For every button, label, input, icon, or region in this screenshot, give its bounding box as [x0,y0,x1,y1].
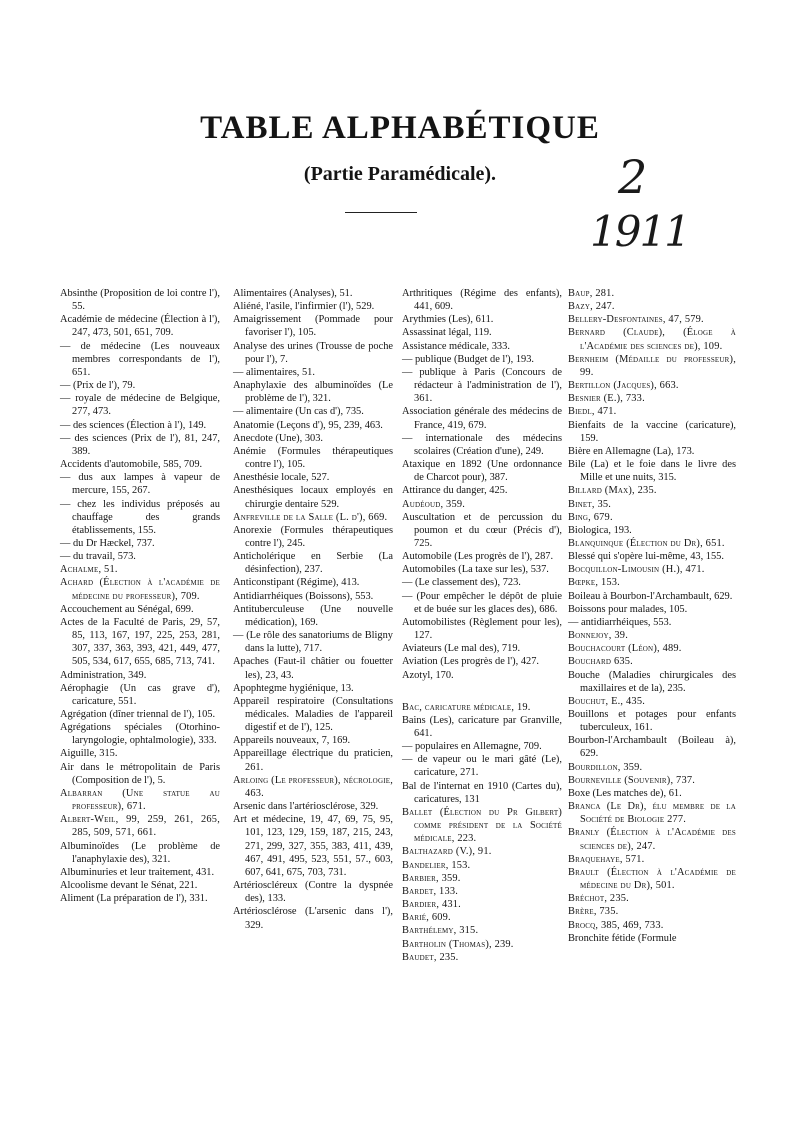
index-entry: — royale de médecine de Belgique, 277, 473. [60,393,220,418]
index-entry: — populaires en Allemagne, 709. [402,741,542,753]
index-entry: Bocquillon-Limousin (H.), 471. [568,564,705,576]
index-entry: — publique à Paris (Concours de rédacteur à l'administration de l'), 361. [402,366,562,405]
index-entry: Anaphylaxie des albuminoïdes (Le problème de l'), 321. [233,380,393,405]
index-entry: Bouche (Maladies chirurgicales des maxillaires et de la), 235. [568,669,736,694]
index-entry: Anorexie (Formules thérapeutiques contre l'), 245. [233,524,393,549]
index-entry: Bellery-Desfontaines, 47, 579. [568,314,704,326]
index-entry: Bardet, 133. [402,885,459,897]
index-entry: Azotyl, 170. [402,669,454,681]
index-entry: Brault (Élection à l'Académie de médecine du Dr), 501. [568,866,736,892]
index-entry: Biedl, 471. [568,406,617,418]
index-entry: Administration, 349. [60,669,147,681]
index-entry: Antituberculeuse (Une nouvelle médication), 169. [233,603,393,628]
index-entry: Accouchement au Sénégal, 699. [60,603,194,615]
index-entry: Albarran (Une statue au professeur), 671. [60,787,220,813]
index-entry: Bréchot, 235. [568,893,629,905]
index-entry: Anesthésiques locaux employés en chirurgie dentaire 529. [233,485,393,510]
index-entry: Branca (Le Dr), élu membre de la Société de Biologie 277. [568,801,736,826]
index-entry: Barthélemy, 315. [402,925,479,937]
title-divider [345,212,417,213]
index-entry: Billard (Max), 235. [568,485,657,497]
index-entry: Artérioscléreux (Contre la dyspnée des), 133. [233,880,393,905]
index-entry: — des sciences (Élection à l'), 149. [60,419,207,431]
index-entry: Alcoolisme devant le Sénat, 221. [60,880,198,892]
index-entry: Apophtegme hygiénique, 13. [233,682,354,694]
index-entry: Arsenic dans l'artériosclérose, 329. [233,801,379,813]
index-entry: Absinthe (Proposition de loi contre l'), 55. [60,288,220,313]
index-entry: Baup, 281. [568,288,615,299]
index-entry: Assassinat légal, 119. [402,327,492,339]
index-entry: Anatomie (Leçons d'), 95, 239, 463. [233,419,383,431]
index-entry: Air dans le métropolitain de Paris (Composition de l'), 5. [60,761,220,786]
index-entry: Aviateurs (Le mal des), 719. [402,643,521,655]
index-entry: — dus aux lampes à vapeur de mercure, 155, 267. [60,472,220,497]
index-entry: Arthritiques (Régime des enfants), 441, 609. [402,288,562,313]
index-entry: Académie de médecine (Élection à l'), 247, 473, 501, 651, 709. [60,314,220,339]
index-entry: Aviation (Les progrès de l'), 427. [402,656,540,668]
index-entry: Bienfaits de la vaccine (caricature), 159. [568,419,736,444]
index-entry: Audéoud, 359. [402,498,466,510]
index-entry: Boissons pour malades, 105. [568,603,688,615]
index-entry: Biologica, 193. [568,524,632,536]
index-entry: Ballet (Élection du Pr Gilbert) comme président de la Société médicale, 223. [402,806,562,845]
index-entry: Bing, 679. [568,511,613,523]
index-entry: Baudet, 235. [402,951,459,963]
index-column-1 [60,287,220,905]
page-title: TABLE ALPHABÉTIQUE [200,110,600,146]
index-column-4 [568,287,736,945]
index-entry: Anesthésie locale, 527. [233,472,330,484]
index-entry: Automobiles (La taxe sur les), 537. [402,564,549,576]
index-entry: Bac, caricature médicale, 19. [402,701,531,713]
index-entry: Agrégations spéciales (Otorhino-laryngologie, ophtalmologie), 333. [60,722,220,747]
letter-section-gap [402,682,562,701]
index-entry: Apaches (Faut-il châtier ou fouetter les), 23, 43. [233,656,393,681]
index-entry: Association générale des médecins de France, 419, 679. [402,406,562,431]
index-entry: Agrégation (dîner triennal de l'), 105. [60,709,216,720]
index-entry: Auscultation et de percussion du poumon et du cœur (Précis d'), 725. [402,511,562,549]
index-entry: Bourneville (Souvenir), 737. [568,774,696,786]
index-entry: Art et médecine, 19, 47, 69, 75, 95, 101, 123, 129, 159, 187, 215, 243, 271, 299, 327, 355, 383, 411, 439, 467, 491, 495, 523, 551, 57., 603, 607, 641, 675, 703, 731. [233,814,393,878]
index-entry: Bœpke, 153. [568,577,620,589]
index-entry: Binet, 35. [568,498,612,510]
index-entry: Antidiarrhéiques (Boissons), 553. [233,590,374,602]
index-entry: Artériosclérose (L'arsenic dans l'), 329. [233,906,393,931]
index-entry: Bourdillon, 359. [568,761,643,773]
index-entry: — des sciences (Prix de l'), 81, 247, 389. [60,432,220,457]
index-entry: Anémie (Formules thérapeutiques contre l'), 105. [233,445,393,471]
index-entry: Bertillon (Jacques), 663. [568,380,679,392]
index-entry: Anecdote (Une), 303. [233,432,324,444]
index-entry: Bourbon-l'Archambault (Boileau à), 629. [568,735,736,760]
index-entry: — du Dr Hæckel, 737. [60,537,155,549]
handwritten-year-mark: 1911 [590,207,689,256]
index-entry: Bernard (Claude), (Éloge à l'Académie des sciences de), 109. [568,327,736,352]
index-entry: Bile (La) et le foie dans le livre des Mille et une nuits, 315. [568,459,736,484]
index-entry: Bardier, 431. [402,899,461,911]
index-entry: Ataxique en 1892 (Une ordonnance de Charcot pour), 387. [402,459,562,484]
index-entry: Albuminoïdes (Le problème de l'anaphylaxie des), 321. [60,840,220,865]
index-entry: Bière en Allemagne (La), 173. [568,445,695,457]
page-subtitle: (Partie Paramédicale). [303,163,497,185]
index-entry: Automobilistes (Règlement pour les), 127. [402,616,562,642]
index-entry: Appareil respiratoire (Consultations médicales. Maladies de l'appareil digestif et de l'), 125. [233,695,393,734]
index-entry: — (Le classement des), 723. [402,577,521,589]
index-entry: Albuminuries et leur traitement, 431. [60,866,215,878]
index-entry: — (Pour empêcher le dépôt de pluie et de buée sur les glaces des), 686. [402,590,562,615]
index-entry: Analyse des urines (Trousse de poche pour l'), 7. [233,340,393,365]
index-entry: — alimentaires, 51. [233,366,315,378]
index-entry: Bains (Les), caricature par Granville, 641. [402,714,562,739]
index-entry: Aliéné, l'asile, l'infirmier (l'), 529. [233,301,375,313]
index-entry: — de médecine (Les nouveaux membres correspondants de l'), 651. [60,340,220,378]
index-entry: — de vapeur ou le mari gâté (Le), caricature, 271. [402,754,562,779]
index-entry: Albert-Weil, 99, 259, 261, 265, 285, 509, 571, 661. [60,814,220,839]
index-entry: Blessé qui s'opère lui-même, 43, 155. [568,551,724,563]
index-entry: Bazy, 247. [568,301,615,313]
index-entry: Achard (Élection à l'académie de médecine du professeur), 709. [60,577,220,602]
index-entry: — (Prix de l'), 79. [60,380,136,392]
index-entry: — (Le rôle des sanatoriums de Bligny dans la lutte), 717. [233,630,393,655]
index-entry: Barié, 609. [402,912,451,924]
index-entry: Brocq, 385, 469, 733. [568,919,664,931]
index-entry: Bronchite fétide (Formule [568,932,677,944]
index-entry: Accidents d'automobile, 585, 709. [60,459,203,471]
index-entry: Braquehaye, 571. [568,853,645,865]
index-entry: Anticonstipant (Régime), 413. [233,577,360,589]
index-entry: Bal de l'internat en 1910 (Cartes du), caricatures, 131 [402,780,562,805]
index-entry: Bonnejoy, 39. [568,630,628,642]
index-entry: Aiguille, 315. [60,748,118,760]
index-entry: Appareils nouveaux, 7, 169. [233,735,351,747]
index-column-3 [402,287,562,964]
index-entry: Bouillons et potages pour enfants tuberculeux, 161. [568,709,736,734]
index-entry: Bernheim (Médaille du professeur), 99. [568,353,736,378]
index-entry: Appareillage électrique du praticien, 261. [233,748,393,773]
index-entry: — publique (Budget de l'), 193. [402,353,535,365]
index-entry: Anticholérique en Serbie (La désinfection), 237. [233,551,393,576]
index-entry: Brère, 735. [568,906,619,918]
index-entry: — alimentaire (Un cas d'), 735. [233,406,364,418]
index-column-2 [233,287,393,932]
index-entry: — chez les individus préposés au chauffage des grands établissements, 155. [60,498,220,536]
index-entry: Blanquinque (Élection du Dr), 651. [568,537,725,549]
index-entry: Aérophagie (Un cas grave d'), caricature, 551. [60,682,220,707]
index-entry: Assistance médicale, 333. [402,340,510,352]
index-entry: Automobile (Les progrès de l'), 287. [402,551,554,563]
index-entry: Amaigrissement (Pommade pour favoriser l'), 105. [233,314,393,339]
index-entry: Besnier (E.), 733. [568,393,645,405]
index-entry: Achalme, 51. [60,564,118,576]
index-entry: Boileau à Bourbon-l'Archambault, 629. [568,590,733,602]
index-entry: Arythmies (Les), 611. [402,314,494,326]
index-entry: Bouchut, E., 435. [568,695,646,707]
index-entry: Alimentaires (Analyses), 51. [233,288,353,299]
index-entry: — antidiarrhéiques, 553. [568,616,672,628]
handwritten-volume-mark: 2 [618,150,648,204]
index-entry: Bouchacourt (Léon), 489. [568,643,682,655]
index-entry: Bandelier, 153. [402,859,471,871]
index-entry: Bouchard 635. [568,656,633,668]
index-entry: Aliment (La préparation de l'), 331. [60,893,208,905]
index-entry: — internationale des médecins scolaires (Création d'une), 249. [402,432,562,457]
index-entry: Bartholin (Thomas), 239. [402,938,514,950]
index-entry: Arloing (Le professeur), nécrologie, 463. [233,774,393,799]
index-entry: Actes de la Faculté de Paris, 29, 57, 85, 113, 167, 197, 225, 253, 281, 307, 337, 363, 393, 421, 449, 477, 505, 534, 617, 655, 685, 713, 741. [60,616,220,668]
index-entry: Barbier, 359. [402,872,461,884]
index-entry: Attirance du danger, 425. [402,485,508,497]
index-entry: — du travail, 573. [60,551,136,563]
index-entry: Boxe (Les matches de), 61. [568,787,682,799]
index-entry: Balthazard (V.), 91. [402,846,492,858]
index-entry: Branly (Élection à l'Académie des sciences de), 247. [568,827,736,852]
index-entry: Anfreville de la Salle (L. d'), 669. [233,511,388,523]
